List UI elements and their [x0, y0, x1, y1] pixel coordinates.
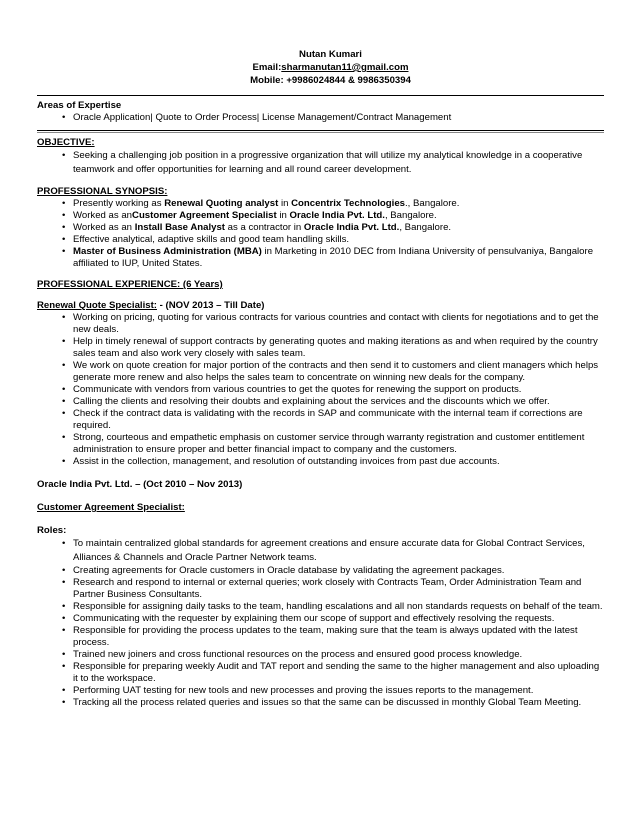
job1-heading	[37, 299, 604, 312]
list-item: • Strong, courteous and empathetic emphasis on customer service through warranty registration and customer entitlement administration to ensure proper and better financial impact to company and the customers.	[37, 432, 604, 456]
objective-list	[37, 149, 604, 177]
synopsis-title: PROFESSIONAL SYNOPSIS:	[37, 186, 168, 197]
spacer	[37, 514, 604, 524]
synopsis-section	[37, 185, 604, 270]
spacer	[37, 177, 604, 185]
list-item: • Performing UAT testing for new tools and new processes and proving the issues reports to the management.	[37, 685, 604, 697]
divider	[37, 130, 604, 133]
mobile-line: Mobile: +9986024844 & 9986350394	[250, 75, 411, 86]
job1-dates: - (NOV 2013 – Till Date)	[156, 300, 265, 311]
objective-section	[37, 136, 604, 177]
list-item: • Effective analytical, adaptive skills and good team handling skills.	[37, 234, 604, 246]
list-item: • Worked as an Install Base Analyst as a contractor in Oracle India Pvt. Ltd., Bangalore.	[37, 222, 604, 234]
expertise-list	[37, 112, 604, 124]
job2-company: Oracle India Pvt. Ltd. – (Oct 2010 – Nov 2013)	[37, 479, 243, 490]
list-item: • Communicating with the requester by explaining them our scope of support and effectively resolving the requests.	[37, 613, 604, 625]
list-item: • Responsible for assigning daily tasks to the team, handling escalations and all non standards requests on behalf of the team.	[37, 601, 604, 613]
experience-title: PROFESSIONAL EXPERIENCE: (6 Years)	[37, 279, 223, 290]
expertise-section	[37, 99, 604, 124]
list-item: • Oracle Application| Quote to Order Process| License Management/Contract Management	[37, 112, 604, 124]
list-item: • Worked as anCustomer Agreement Specialist in Oracle India Pvt. Ltd., Bangalore.	[37, 210, 604, 222]
resume-header	[57, 48, 604, 87]
list-item: • Presently working as Renewal Quoting analyst in Concentrix Technologies., Bangalore.	[37, 198, 604, 210]
email-label: Email:	[252, 62, 282, 73]
job2-role: Customer Agreement Specialist:	[37, 502, 185, 513]
list-item: • Calling the clients and resolving their doubts and explaining about the services and the discounts which we offer.	[37, 396, 604, 408]
list-item: • Working on pricing, quoting for various contracts for various countries and contact with clients for negotiations and to get the new deals.	[37, 312, 604, 336]
list-item: • Help in timely renewal of support contracts by generating quotes and making iterations as and when required by the country sales team and also work very closely with sales team.	[37, 336, 604, 360]
email-link[interactable]: sharmanutan11@gmail.com	[281, 62, 409, 73]
list-item: • Research and respond to internal or external queries; work closely with Contracts Team, Order Administration Team and Partner Business Consultants.	[37, 577, 604, 601]
expertise-title: Areas of Expertise	[37, 100, 122, 111]
list-item: • We work on quote creation for major portion of the contracts and then send it to customers and client managers which helps generate more renew and also helps the sales team to concentrate on winning new deals for the company.	[37, 360, 604, 384]
job2-list	[37, 537, 604, 709]
objective-title: OBJECTIVE:	[37, 137, 95, 148]
list-item: • Tracking all the process related queries and issues so that the same can be discussed in monthly Global Team Meeting.	[37, 697, 604, 709]
list-item: • To maintain centralized global standards for agreement creations and ensure accurate data for Global Contract Services, Alliances & Channels and Oracle Partner Network teams.	[37, 537, 604, 565]
spacer	[37, 468, 604, 478]
list-item: • Check if the contract data is validating with the records in SAP and communicate with the internal team if corrections are required.	[37, 408, 604, 432]
list-item: • Responsible for providing the process updates to the team, making sure that the team is always updated with the latest process.	[37, 625, 604, 649]
list-item: • Creating agreements for Oracle customers in Oracle database by validating the agreement packages.	[37, 565, 604, 577]
synopsis-list	[37, 198, 604, 270]
job1-role: Renewal Quote Specialist:	[37, 300, 157, 311]
list-item: • Seeking a challenging job position in a progressive organization that will utilize my analytical knowledge in a cooperative teamwork and offer opportunities for learning and all round career development.	[37, 149, 604, 177]
list-item: • Trained new joiners and cross functional resources on the process and ensured good process knowledge.	[37, 649, 604, 661]
list-item: • Master of Business Administration (MBA) in Marketing in 2010 DEC from Indiana University of pensulvaniya, Bangalore affiliated to IUP, United States.	[37, 246, 604, 270]
candidate-name: Nutan Kumari	[299, 49, 362, 60]
roles-label: Roles:	[37, 525, 67, 536]
list-item: • Communicate with vendors from various countries to get the quotes for renewing the support on products.	[37, 384, 604, 396]
job1-list	[37, 312, 604, 468]
spacer	[37, 270, 604, 278]
spacer	[37, 491, 604, 501]
experience-section	[37, 278, 604, 709]
divider	[37, 95, 604, 96]
list-item: • Responsible for preparing weekly Audit and TAT report and sending the same to the higher management and also uploading it to the workspace.	[37, 661, 604, 685]
spacer	[37, 291, 604, 299]
list-item: • Assist in the collection, management, and resolution of outstanding invoices from past due accounts.	[37, 456, 604, 468]
email-line	[57, 61, 604, 74]
